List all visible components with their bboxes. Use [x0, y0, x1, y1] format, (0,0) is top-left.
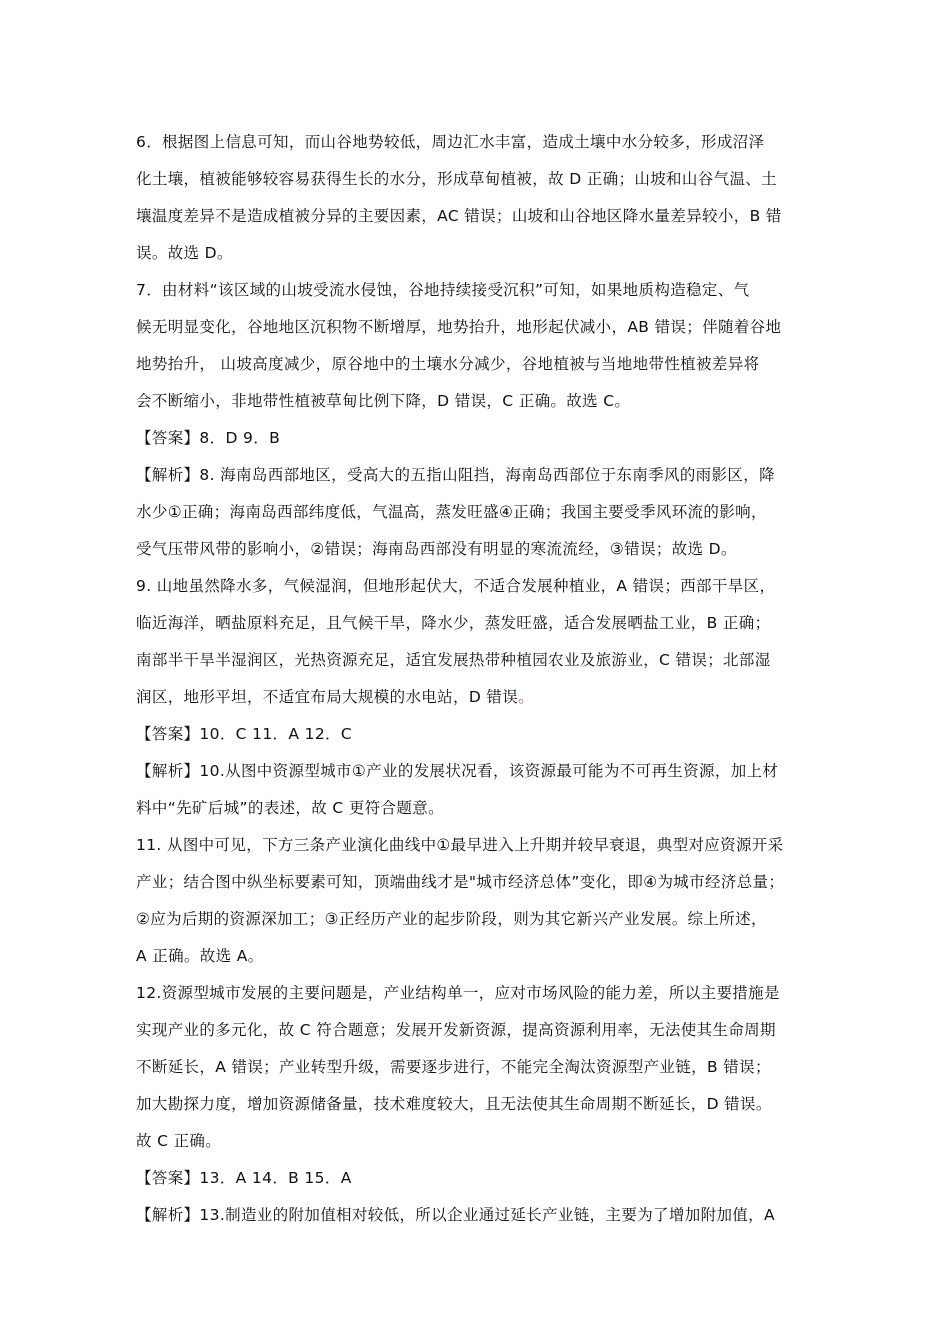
text-line: 加大勘探力度，增加资源储备量，技术难度较大，且无法使其生命周期不断延长，D 错误。 — [136, 1095, 772, 1113]
text-line: 故 C 正确。 — [136, 1132, 222, 1150]
text-line: 化土壤，植被能够较容易获得生长的水分，形成草甸植被，故 D 正确；山坡和山谷气温、土 — [136, 170, 777, 188]
analysis-line: 【解析】10.从图中资源型城市①产业的发展状况看，该资源最可能为不可再生资源，加上材 — [136, 762, 779, 780]
text-line: 7．由材料“该区域的山坡受流水侵蚀，谷地持续接受沉积”可知，如果地质构造稳定、气 — [136, 281, 750, 299]
text-line: 壤温度差异不是造成植被分异的主要因素，AC 错误；山坡和山谷地区降水量差异较小，B 错 — [136, 207, 782, 225]
text-line — [136, 686, 534, 708]
analysis-line: 【解析】13.制造业的附加值相对较低，所以企业通过延长产业链，主要为了增加附加值，A — [136, 1206, 775, 1224]
answer-line: 【答案】8．D 9．B — [136, 429, 281, 447]
answer-line: 【答案】10．C 11．A 12．C — [136, 725, 353, 743]
text-line: 6．根据图上信息可知，而山谷地势较低，周边汇水丰富，造成土壤中水分较多，形成沼泽 — [136, 133, 765, 151]
text-line: A 正确。故选 A。 — [136, 947, 264, 965]
text-line: 不断延长，A 错误；产业转型升级，需要逐步进行，不能完全淘汰资源型产业链，B 错误； — [136, 1058, 771, 1076]
text-line: 南部半干旱半湿润区，光热资源充足，适宜发展热带种植园农业及旅游业，C 错误；北部湿 — [136, 651, 771, 669]
text-line: 候无明显变化，谷地地区沉积物不断增厚，地势抬升，地形起伏减小，AB 错误；伴随着谷地 — [136, 318, 782, 336]
text-line: 12.资源型城市发展的主要问题是，产业结构单一，应对市场风险的能力差，所以主要措施是 — [136, 984, 780, 1002]
text-line: 料中“先矿后城”的表述，故 C 更符合题意。 — [136, 799, 444, 817]
text-line: 误。故选 D。 — [136, 244, 233, 262]
red-period-mark: 。 — [518, 688, 534, 706]
text-line: 产业；结合图中纵坐标要素可知，顶端曲线才是"城市经济总体”变化，即④为城市经济总量； — [136, 873, 785, 891]
text-line: 水少①正确；海南岛西部纬度低，气温高，蒸发旺盛④正确；我国主要受季风环流的影响， — [136, 503, 767, 521]
text-line-content: 润区，地形平坦，不适宜布局大规模的水电站，D 错误 — [136, 688, 519, 706]
text-line: 11. 从图中可见，下方三条产业演化曲线中①最早进入上升期并较早衰退，典型对应资源开采 — [136, 836, 784, 854]
text-line: 实现产业的多元化，故 C 符合题意；发展开发新资源，提高资源利用率，无法使其生命周期 — [136, 1021, 776, 1039]
text-line: ②应为后期的资源深加工；③正经历产业的起步阶段，则为其它新兴产业发展。综上所述， — [136, 910, 767, 928]
text-line: 会不断缩小，非地带性植被草甸比例下降，D 错误，C 正确。故选 C。 — [136, 392, 631, 410]
answer-line: 【答案】13．A 14．B 15．A — [136, 1169, 352, 1187]
text-line: 9. 山地虽然降水多，气候湿润，但地形起伏大，不适合发展种植业，A 错误；西部干旱区， — [136, 577, 776, 595]
analysis-line: 【解析】8. 海南岛西部地区，受高大的五指山阻挡，海南岛西部位于东南季风的雨影区，降 — [136, 466, 775, 484]
text-line: 受气压带风带的影响小，②错误；海南岛西部没有明显的寒流流经，③错误；故选 D。 — [136, 540, 737, 558]
text-line: 地势抬升， 山坡高度减少，原谷地中的土壤水分减少，谷地植被与当地地带性植被差异将 — [136, 355, 760, 373]
text-line: 临近海洋，晒盐原料充足，且气候干旱，降水少，蒸发旺盛，适合发展晒盐工业，B 正确； — [136, 614, 771, 632]
